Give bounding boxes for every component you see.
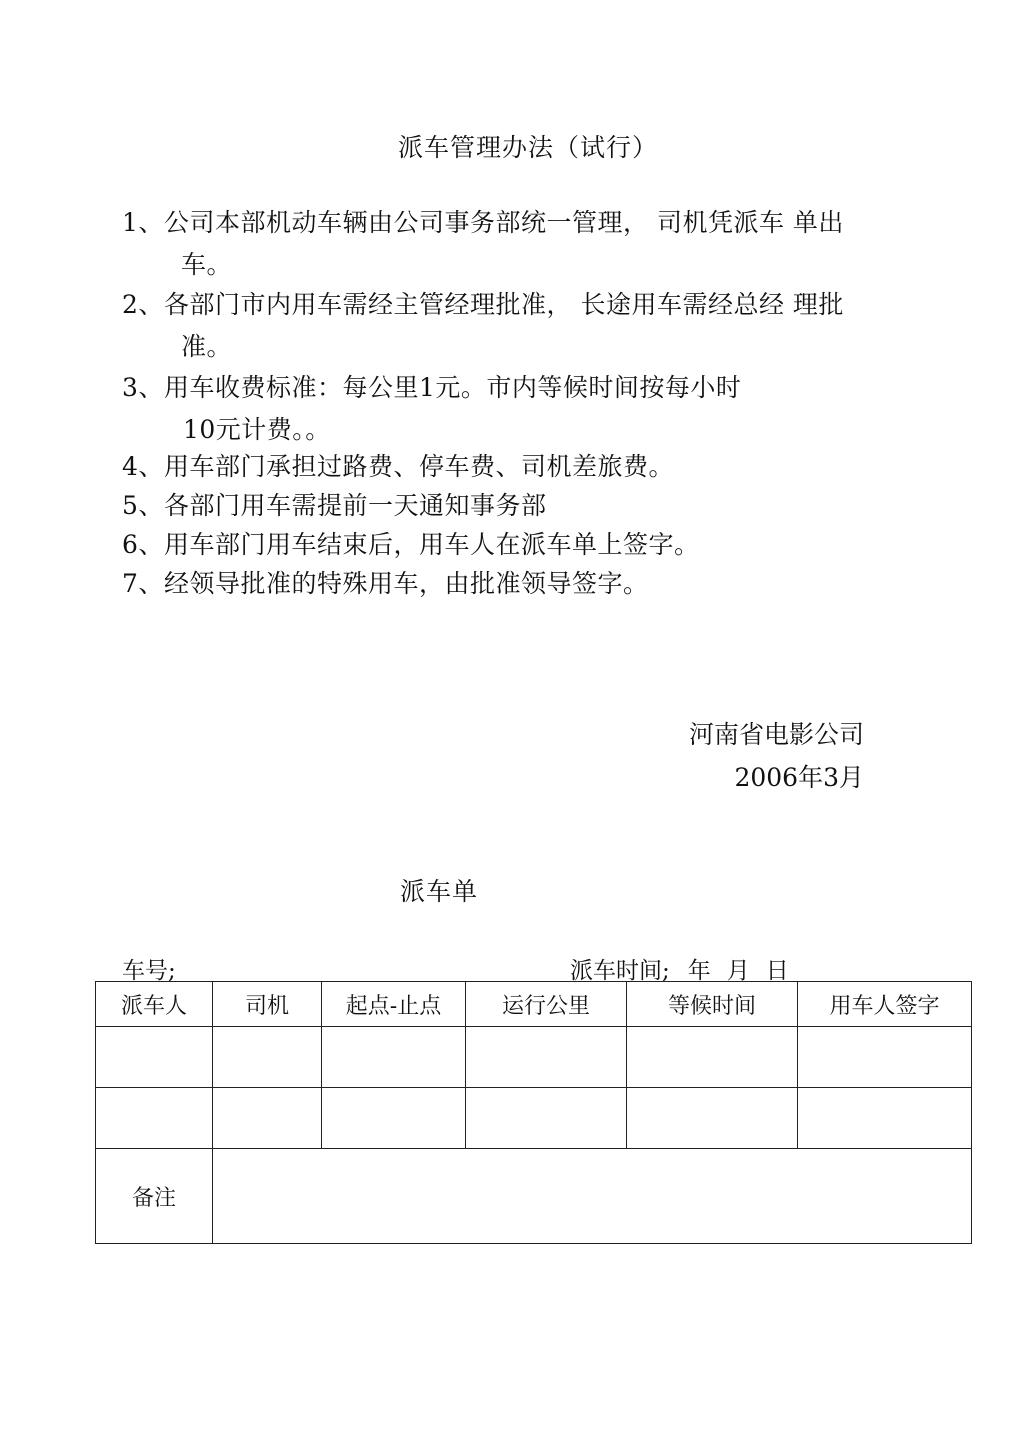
- rule-text: 公司本部机动车辆由公司事务部统一管理， 司机凭派车 单出: [164, 208, 844, 237]
- rule-item: [122, 204, 844, 242]
- table-cell: [96, 1027, 213, 1088]
- rule-item: [122, 448, 674, 486]
- rule-item: [122, 526, 700, 564]
- dispatch-form-table: [95, 981, 972, 1244]
- table-cell: [96, 1088, 213, 1149]
- table-row: [96, 1027, 972, 1088]
- rule-number: 1、: [122, 208, 164, 237]
- column-header: 运行公里: [466, 982, 627, 1027]
- rule-text: 用车收费标准：每公里1元。市内等候时间按每小时: [164, 373, 742, 402]
- rule-item: [122, 487, 547, 525]
- rule-item: [122, 565, 649, 603]
- rule-text: 经领导批准的特殊用车，由批准领导签字。: [164, 569, 649, 598]
- rule-number: 6、: [122, 530, 164, 559]
- rule-continuation: 10元计费。。: [183, 415, 331, 444]
- form-title: 派车单: [400, 877, 479, 906]
- issue-date: 2006年3月: [734, 763, 864, 792]
- table-cell: [322, 1088, 466, 1149]
- rule-text: 各部门市内用车需经主管经理批准， 长途用车需经总经 理批: [164, 290, 844, 319]
- table-cell: [466, 1088, 627, 1149]
- remark-label: 备注: [96, 1149, 213, 1244]
- column-header: 派车人: [96, 982, 213, 1027]
- table-cell: [322, 1027, 466, 1088]
- column-header: 用车人签字: [798, 982, 972, 1027]
- rule-number: 4、: [122, 452, 164, 481]
- rule-number: 3、: [122, 373, 164, 402]
- table-cell: [627, 1027, 798, 1088]
- remark-row: [96, 1149, 972, 1244]
- table-header-row: [96, 982, 972, 1027]
- rule-number: 2、: [122, 290, 164, 319]
- company-name: 河南省电影公司: [688, 720, 864, 749]
- column-header: 司机: [213, 982, 322, 1027]
- table-cell: [466, 1027, 627, 1088]
- car-number-label: 车号;: [122, 958, 176, 984]
- document-title: 派车管理办法（试行）: [397, 133, 658, 162]
- rule-continuation: 车。: [181, 250, 233, 279]
- table-cell: [798, 1027, 972, 1088]
- rule-number: 5、: [122, 491, 164, 520]
- table-row: [96, 1088, 972, 1149]
- remark-cell: [213, 1149, 972, 1244]
- day-label: 日: [765, 958, 789, 984]
- column-header: 起点-止点: [322, 982, 466, 1027]
- rule-continuation: 准。: [181, 332, 233, 361]
- table-cell: [627, 1088, 798, 1149]
- rule-text: 用车部门承担过路费、停车费、司机差旅费。: [164, 452, 675, 481]
- rule-item: [122, 369, 741, 407]
- table-cell: [213, 1088, 322, 1149]
- dispatch-time-label: 派车时间;: [570, 958, 670, 984]
- year-label: 年: [687, 958, 711, 984]
- rule-text: 各部门用车需提前一天通知事务部: [164, 491, 547, 520]
- rule-item: [122, 286, 844, 324]
- table-cell: [213, 1027, 322, 1088]
- rule-number: 7、: [122, 569, 164, 598]
- column-header: 等候时间: [627, 982, 798, 1027]
- rule-text: 用车部门用车结束后，用车人在派车单上签字。: [164, 530, 700, 559]
- table-cell: [798, 1088, 972, 1149]
- month-label: 月: [726, 958, 750, 984]
